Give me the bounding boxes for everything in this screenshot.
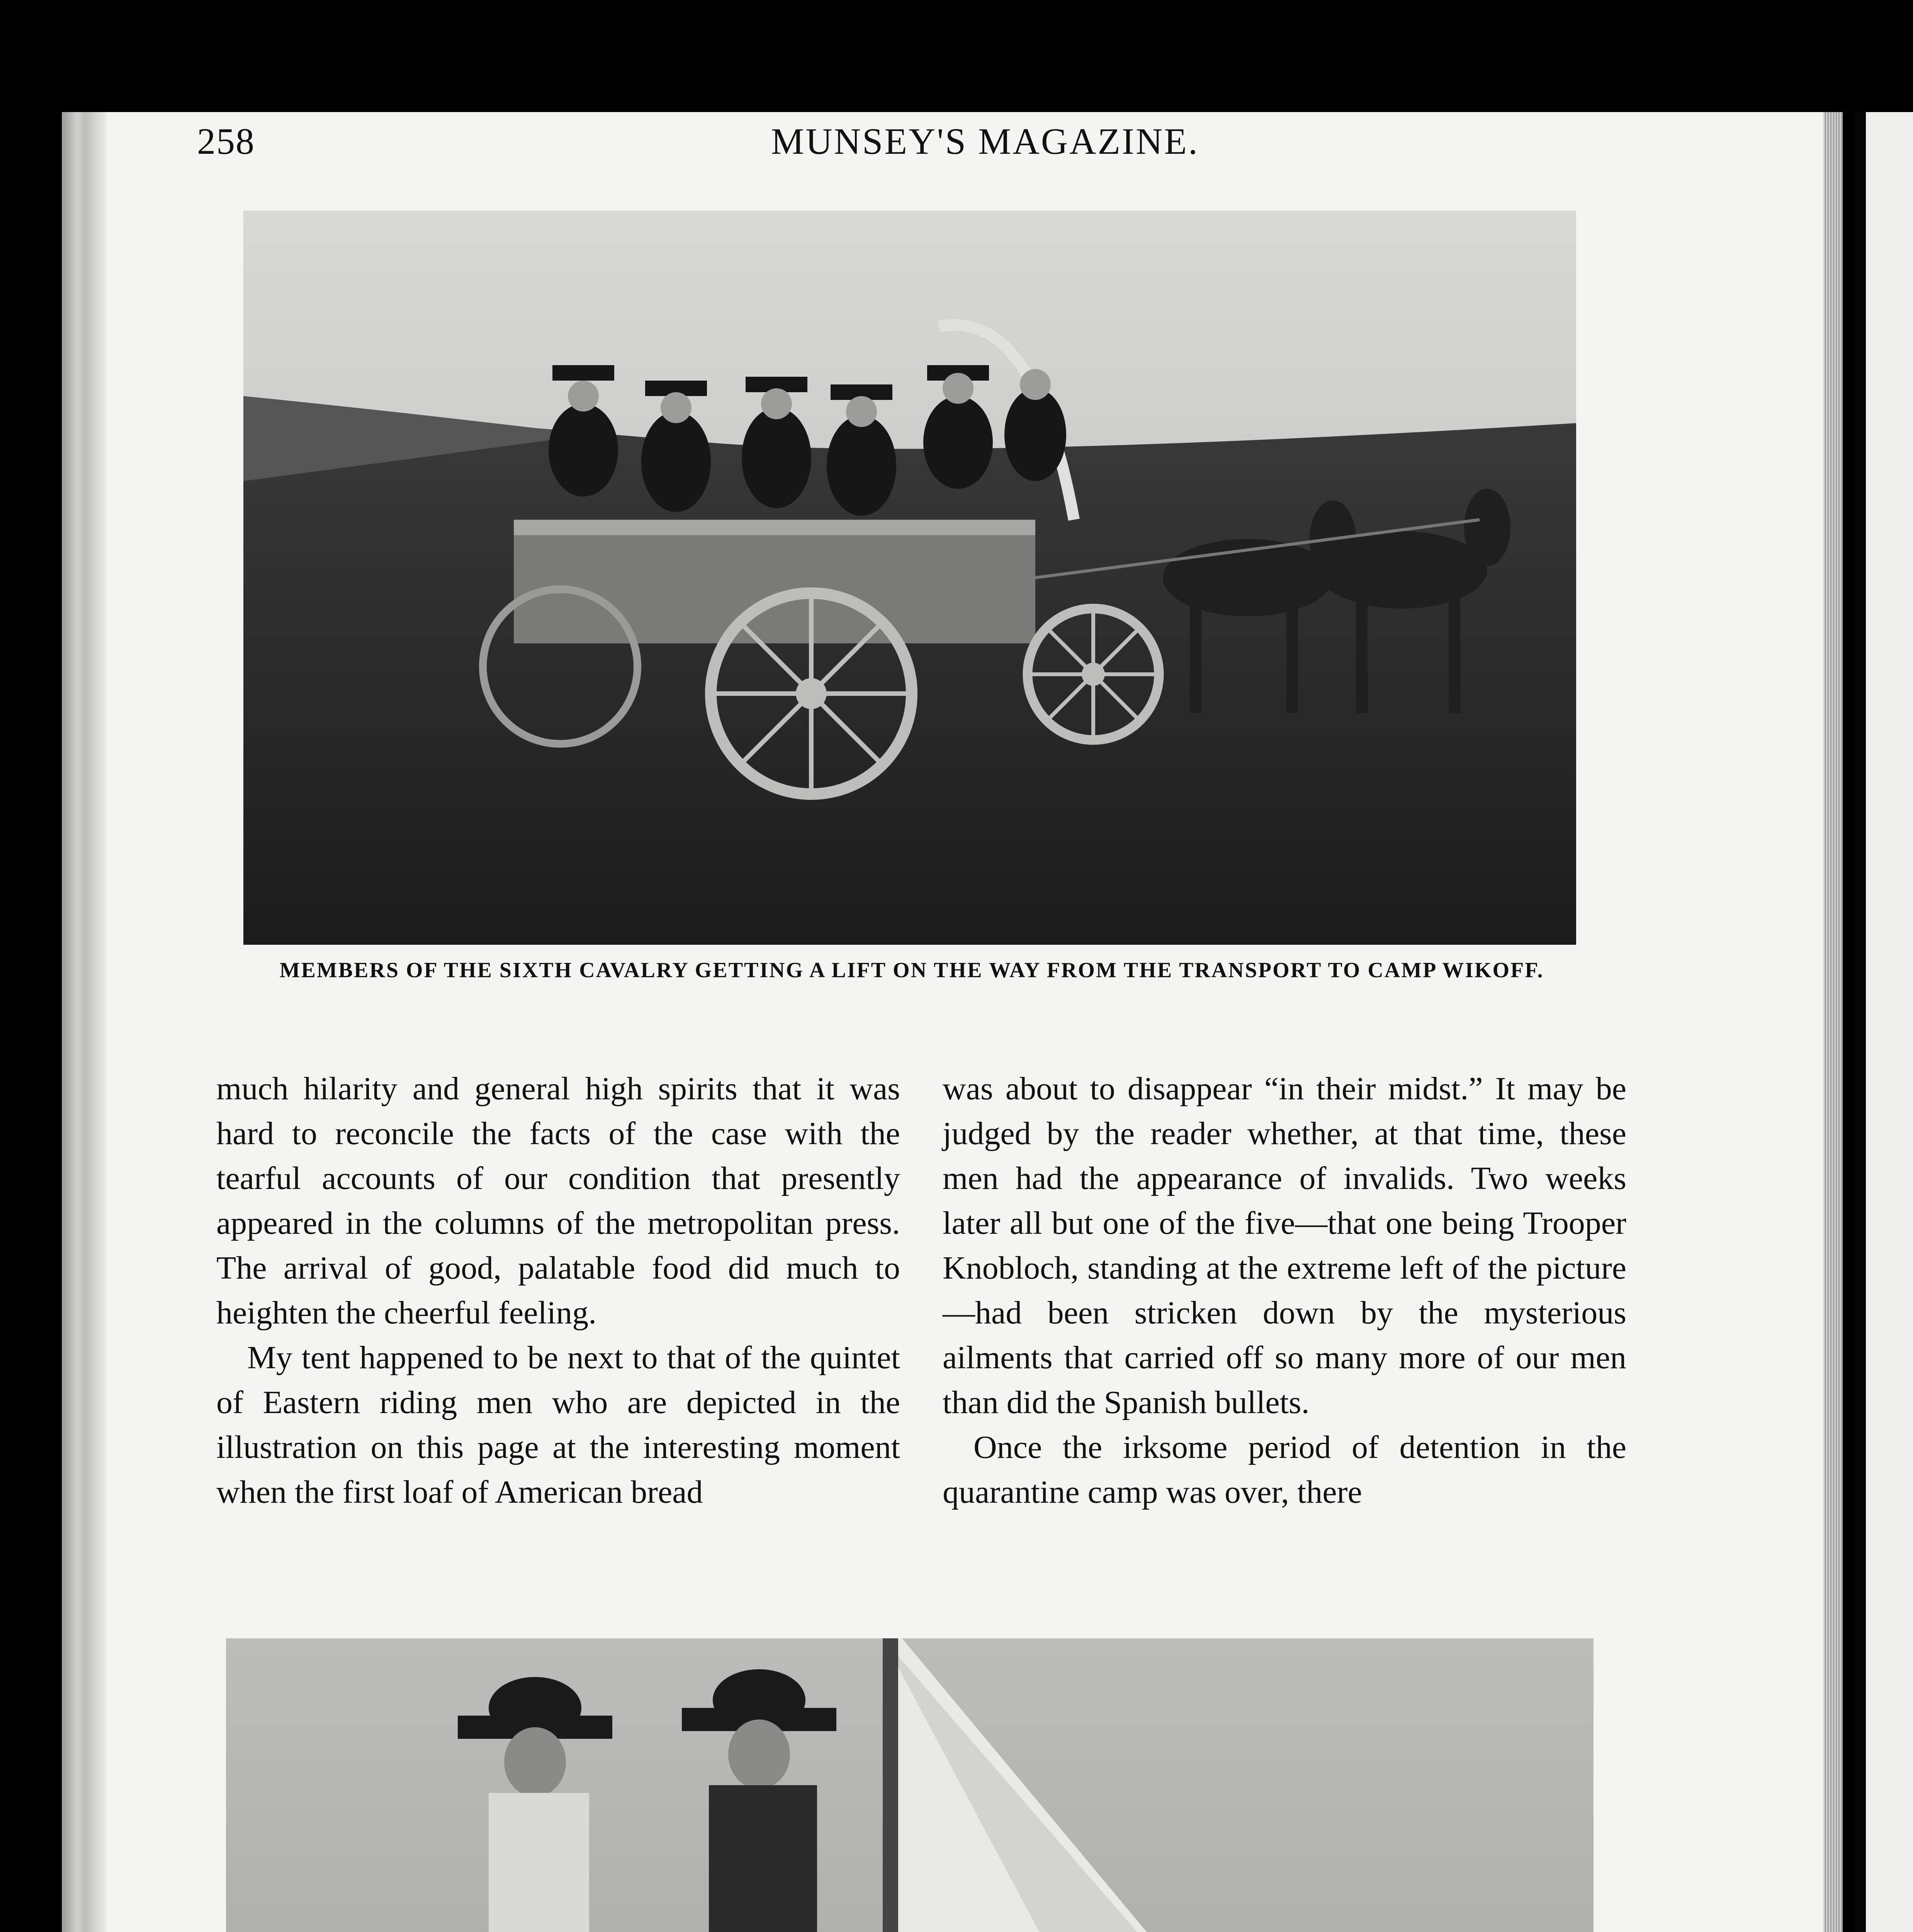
photo-caption-wagon: MEMBERS OF THE SIXTH CAVALRY GETTING A LIFT ON THE WAY FROM THE TRANSPORT TO CAMP WIKOFF. <box>279 958 1544 982</box>
photo-wagon-cavalry <box>243 211 1576 945</box>
paragraph: much hilarity and general high spirits that it was hard to reconcile the facts of the case with the tearful accounts of our condition that presently appeared in the columns of the metropolitan press. The arrival of good, palatable food did much to heighten the cheerful feeling. <box>216 1071 900 1331</box>
page-number: 258 <box>197 121 255 162</box>
paragraph: was about to disappear “in their midst.” It may be judged by the reader whether, at that time, these men had the appearance of invalids. Two weeks later all but one of the five—that one being Trooper Knobloch, standing at the extreme left of the picture—had been stricken down by the mysterious ailments that carried off so many more of our men than did the Spanish bullets. <box>943 1071 1626 1420</box>
facing-page-edge <box>1854 112 1913 1932</box>
page-edge-stack <box>1823 112 1843 1932</box>
text-column-left <box>216 1066 900 1515</box>
paragraph: Once the irksome period of detention in the quarantine camp was over, there <box>943 1429 1626 1510</box>
binding-gutter <box>62 112 108 1932</box>
text-column-right <box>943 1066 1626 1515</box>
running-title: MUNSEY'S MAGAZINE. <box>771 121 1199 162</box>
paragraph: My tent happened to be next to that of the quintet of Eastern riding men who are depicted in the illustration on this page at the interesting moment when the first loaf of American bread <box>216 1340 900 1510</box>
photo-rough-riders-tent <box>226 1638 1594 1932</box>
